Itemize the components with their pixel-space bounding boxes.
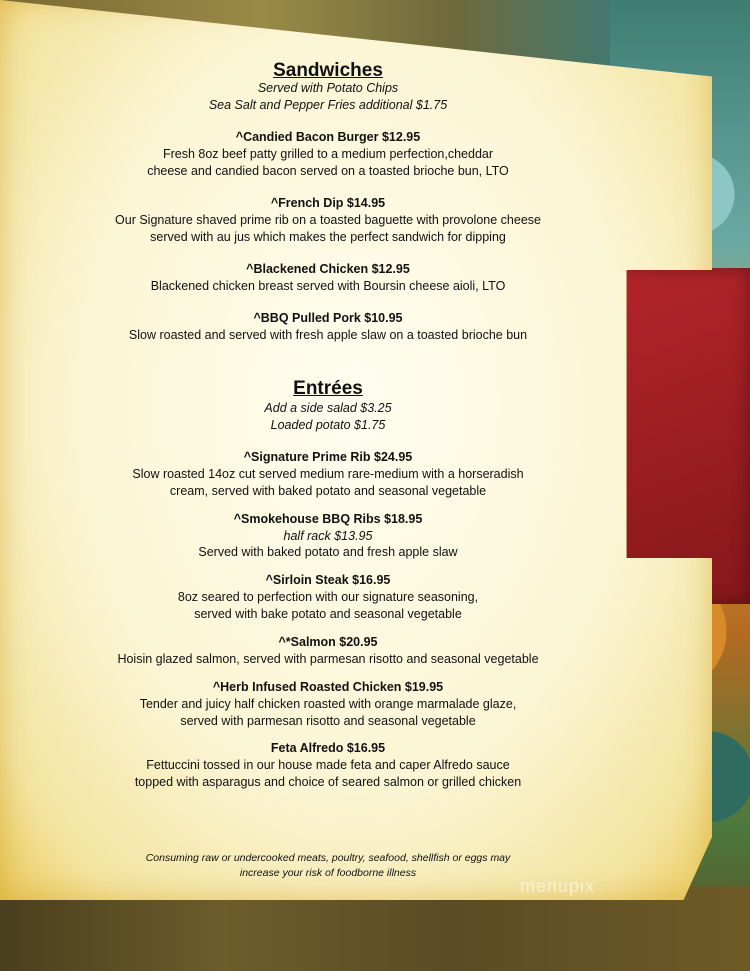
menu-item-desc-line: cream, served with baked potato and seasonal vegetable bbox=[169, 484, 487, 498]
menu-item-desc-line: Tender and juicy half chicken roasted with orange marmalade glaze, bbox=[139, 697, 517, 711]
menu-item-desc-line: topped with asparagus and choice of seared salmon or grilled chicken bbox=[134, 775, 522, 789]
menu-item-name: ^Smokehouse BBQ Ribs $18.95 bbox=[233, 512, 423, 526]
entrees-note-potato: Loaded potato $1.75 bbox=[270, 418, 386, 432]
menu-item-desc bbox=[0, 278, 656, 295]
menu-item-desc-line: served with parmesan risotto and seasonal vegetable bbox=[180, 714, 476, 728]
menu-item-desc-line: cheese and candied bacon served on a toasted brioche bun, LTO bbox=[147, 164, 509, 178]
menu-item-name: ^BBQ Pulled Pork $10.95 bbox=[253, 311, 403, 325]
menu-item-desc-line: served with au jus which makes the perfect sandwich for dipping bbox=[150, 230, 506, 244]
menu-item-name: ^Blackened Chicken $12.95 bbox=[246, 262, 410, 276]
menu-item-desc-line: Slow roasted 14oz cut served medium rare-medium with a horseradish bbox=[132, 467, 524, 481]
disclaimer-line: Consuming raw or undercooked meats, poultry, seafood, shellfish or eggs may bbox=[145, 852, 511, 864]
menu-item-name: ^French Dip $14.95 bbox=[270, 196, 386, 210]
menu-item-desc bbox=[0, 212, 656, 246]
menu-item-name: ^*Salmon $20.95 bbox=[278, 635, 378, 649]
entrees-note-salad: Add a side salad $3.25 bbox=[264, 401, 392, 415]
sandwiches-note-fries: Sea Salt and Pepper Fries additional $1.75 bbox=[208, 98, 448, 112]
menu-item-desc-line: served with bake potato and seasonal vegetable bbox=[194, 607, 462, 621]
disclaimer-line: increase your risk of foodborne illness bbox=[239, 867, 417, 879]
sandwiches-title: Sandwiches bbox=[273, 60, 383, 81]
menu-item-desc-line: 8oz seared to perfection with our signature seasoning, bbox=[177, 590, 479, 604]
menupix-watermark: menupix bbox=[520, 876, 596, 896]
menu-item-desc-line: Hoisin glazed salmon, served with parmesan risotto and seasonal vegetable bbox=[117, 652, 539, 666]
menu-item-desc-line: Served with baked potato and fresh apple slaw bbox=[198, 545, 458, 559]
sandwiches-note-chips: Served with Potato Chips bbox=[257, 81, 399, 95]
menu-item-desc-line: Fettuccini tossed in our house made feta and caper Alfredo sauce bbox=[146, 758, 510, 772]
menu-item-desc bbox=[0, 589, 656, 623]
menu-item-name: ^Sirloin Steak $16.95 bbox=[265, 573, 391, 587]
menu-item-desc bbox=[0, 466, 656, 500]
menu-item-desc bbox=[0, 146, 656, 180]
menu-item-desc-line: Our Signature shaved prime rib on a toasted baguette with provolone cheese bbox=[115, 213, 541, 227]
menu-item-name: ^Signature Prime Rib $24.95 bbox=[243, 450, 413, 464]
menu-item-name: ^Candied Bacon Burger $12.95 bbox=[235, 130, 421, 144]
menu-item-desc bbox=[0, 327, 656, 344]
menu-item-desc bbox=[0, 651, 656, 668]
menu-item-desc bbox=[0, 696, 656, 730]
menu-item-name: ^Herb Infused Roasted Chicken $19.95 bbox=[212, 680, 444, 694]
menu-item-desc-line: Fresh 8oz beef patty grilled to a medium perfection,cheddar bbox=[162, 147, 494, 161]
menu-item-desc-line: Blackened chicken breast served with Boursin cheese aioli, LTO bbox=[150, 279, 506, 293]
menu-item-desc-line: Slow roasted and served with fresh apple slaw on a toasted brioche bun bbox=[128, 328, 528, 342]
menu-item-desc bbox=[0, 544, 656, 561]
menu-item-desc bbox=[0, 757, 656, 791]
menu-item-sub: half rack $13.95 bbox=[283, 529, 373, 543]
entrees-title: Entrées bbox=[293, 378, 363, 399]
menu-item-name: Feta Alfredo $16.95 bbox=[270, 741, 386, 755]
